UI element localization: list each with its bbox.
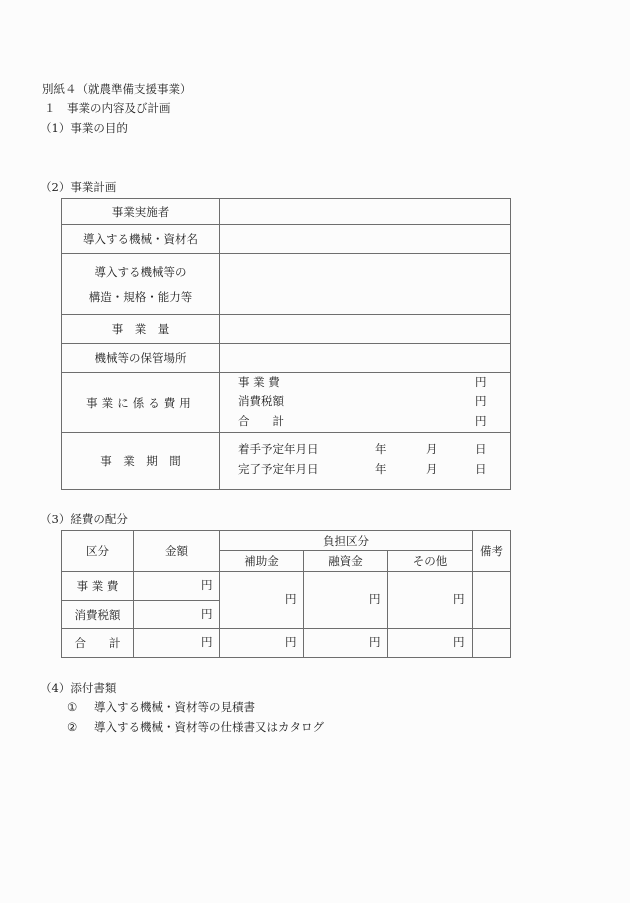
yen-unit: 円 xyxy=(201,635,213,649)
yen-unit: 円 xyxy=(475,414,487,428)
implementer-field[interactable] xyxy=(220,199,510,224)
label-storage-location: 機械等の保管場所 xyxy=(94,351,187,365)
yen-unit: 円 xyxy=(369,592,381,606)
month-unit: 月 xyxy=(426,442,438,456)
subsection-attachments: （4）添付書類 xyxy=(40,681,117,695)
yen-unit: 円 xyxy=(369,635,381,649)
label-business-period: 事 業 期 間 xyxy=(100,454,181,468)
header-remarks: 備考 xyxy=(480,544,503,558)
header-subsidy: 補助金 xyxy=(244,554,279,568)
cost-item-label: 消費税額 xyxy=(238,394,284,408)
yen-unit: 円 xyxy=(201,578,213,592)
form-title: 別紙４（就農準備支援事業） xyxy=(42,82,192,96)
label-line: 導入する機械等の xyxy=(94,264,187,279)
year-unit: 年 xyxy=(375,442,387,456)
table-border xyxy=(510,530,511,658)
label-line: 構造・規格・能力等 xyxy=(88,289,193,304)
yen-unit: 円 xyxy=(475,375,487,389)
business-volume-field[interactable] xyxy=(220,315,510,343)
header-other: その他 xyxy=(412,554,448,568)
list-item-number: ② xyxy=(67,720,78,734)
section-heading: １ 事業の内容及び計画 xyxy=(44,101,171,115)
header-category: 区分 xyxy=(86,544,109,558)
row-label-total: 合 計 xyxy=(74,636,121,650)
label-equipment-name: 導入する機械・資材名 xyxy=(83,232,198,246)
day-unit: 日 xyxy=(475,442,487,456)
table-border xyxy=(61,657,511,658)
start-date-label: 着手予定年月日 xyxy=(238,442,319,456)
subsection-cost-allocation: （3）経費の配分 xyxy=(40,512,128,526)
label-equipment-spec xyxy=(62,254,219,314)
cost-item-label: 合 計 xyxy=(238,414,284,428)
list-item: 導入する機械・資材等の仕様書又はカタログ xyxy=(94,720,324,734)
equipment-spec-field[interactable] xyxy=(220,254,510,314)
header-loan: 融資金 xyxy=(328,554,363,568)
day-unit: 日 xyxy=(475,462,487,476)
label-business-volume: 事 業 量 xyxy=(111,322,170,336)
yen-unit: 円 xyxy=(201,607,213,621)
label-business-cost: 事業に係る費用 xyxy=(86,395,195,410)
row-label-business-cost: 事 業 費 xyxy=(76,579,119,593)
end-date-label: 完了予定年月日 xyxy=(238,462,319,476)
subsection-plan: （2）事業計画 xyxy=(40,180,117,194)
header-amount: 金額 xyxy=(165,544,188,558)
yen-unit: 円 xyxy=(285,635,297,649)
storage-location-field[interactable] xyxy=(220,344,510,372)
subsection-purpose: （1）事業の目的 xyxy=(40,121,128,135)
table-border xyxy=(510,198,511,490)
list-item-number: ① xyxy=(67,700,78,714)
yen-unit: 円 xyxy=(453,592,465,606)
yen-unit: 円 xyxy=(285,592,297,606)
table-border xyxy=(61,489,511,490)
row-label-consumption-tax: 消費税額 xyxy=(74,607,121,622)
cost-item-label: 事 業 費 xyxy=(238,375,280,389)
yen-unit: 円 xyxy=(475,394,487,408)
equipment-name-field[interactable] xyxy=(220,225,510,253)
year-unit: 年 xyxy=(375,462,387,476)
yen-unit: 円 xyxy=(453,635,465,649)
list-item: 導入する機械・資材等の見積書 xyxy=(94,700,255,714)
label-implementer: 事業実施者 xyxy=(111,204,170,219)
header-burden: 負担区分 xyxy=(323,533,369,548)
month-unit: 月 xyxy=(426,462,438,476)
